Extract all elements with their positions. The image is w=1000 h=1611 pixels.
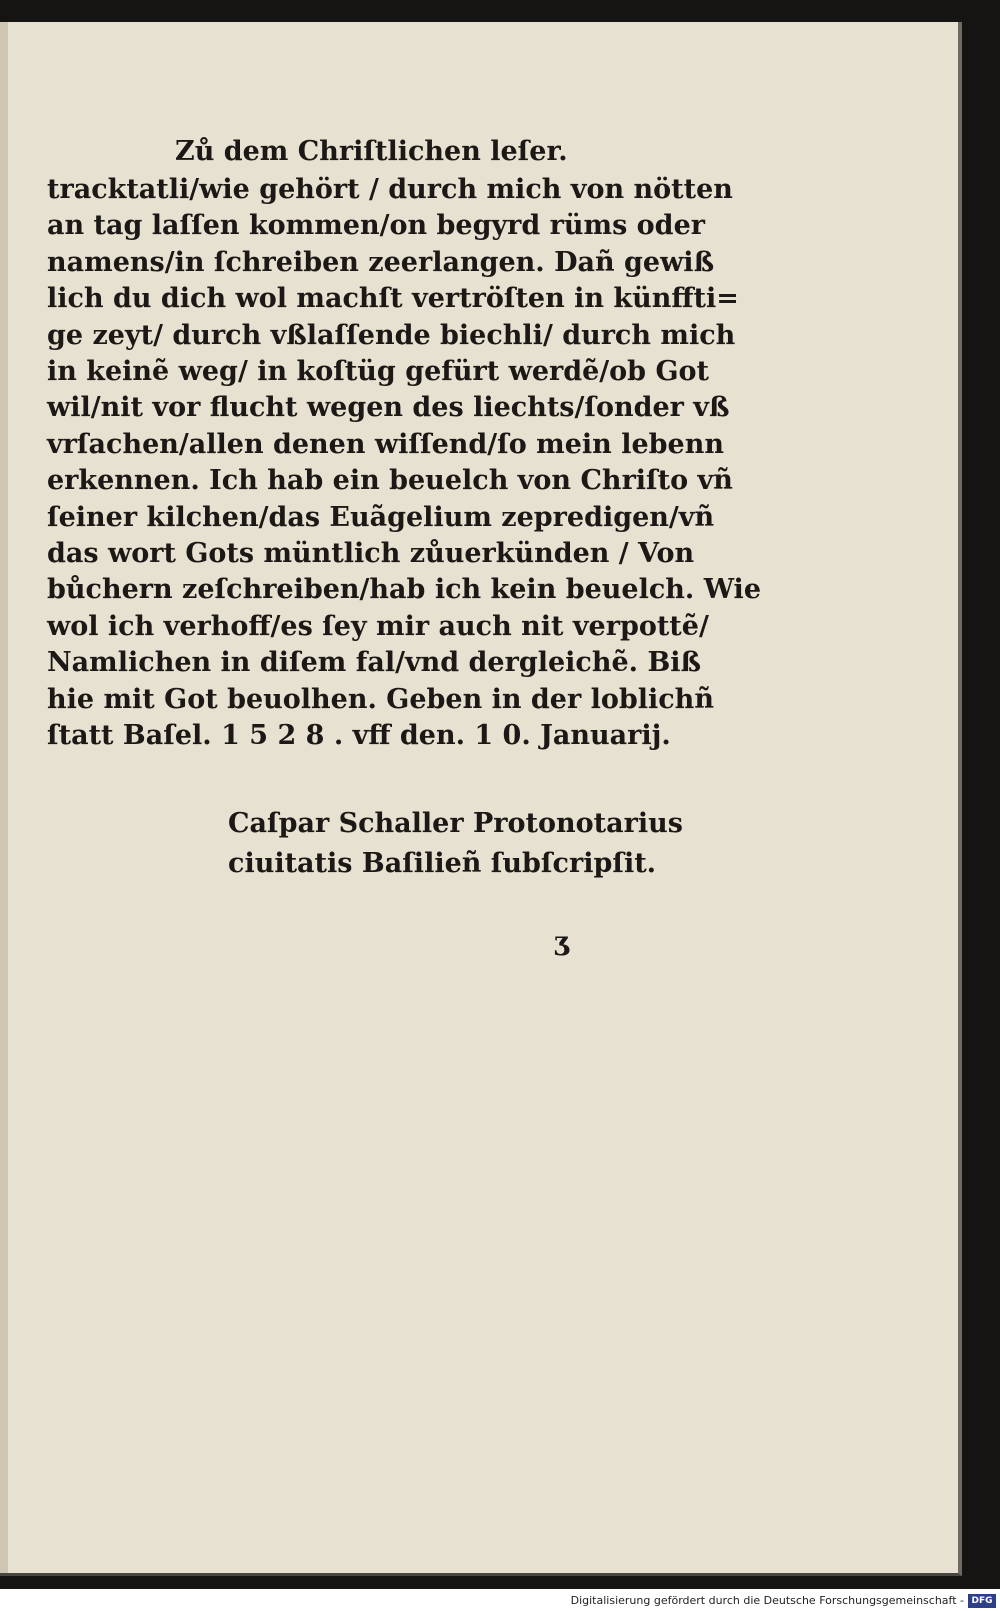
text-line-12: bůchern zeſchreiben/hab ich kein beuelch. Wie <box>47 574 761 606</box>
running-head: Zů dem Chriſtlichen leſer. <box>175 136 568 167</box>
text-line-9: erkennen. Ich hab ein beuelch von Chriſto vñ <box>47 465 733 497</box>
text-line-14: Namlichen in diſem fal/vnd dergleichẽ. Biß <box>47 647 702 679</box>
text-line-15: hie mit Got beuolhen. Geben in der loblichñ <box>47 683 714 715</box>
footer-credit: Digitalisierung gefördert durch die Deutsche Forschungsgemeinschaft - <box>570 1594 964 1607</box>
text-line-1: tracktatli/wie gehört / durch mich von nötten <box>47 174 733 205</box>
text-line-3: namens/in ſchreiben zeerlangen. Dañ gewiß <box>47 246 715 278</box>
text-line-5: ge zeyt/ durch vßlaſſende biechli/ durch mich <box>47 319 736 351</box>
signature-block <box>228 804 683 884</box>
page-sheet <box>0 22 962 1576</box>
catchword: ʒ <box>554 927 569 957</box>
page-edge <box>0 22 8 1573</box>
signature-line-2: ciuitatis Baſilieñ ſubſcripſit. <box>228 848 657 879</box>
text-line-2: an tag laſſen kommen/on begyrd rüms oder <box>47 210 705 242</box>
main-text-block <box>47 134 761 755</box>
text-line-8: vrſachen/allen denen wiſſend/ſo mein lebenn <box>47 428 724 460</box>
signature-line-1: Caſpar Schaller Protonotarius <box>228 808 683 839</box>
text-line-11: das wort Gots müntlich zůuerkünden / Von <box>47 538 695 570</box>
text-line-10: ſeiner kilchen/das Euãgelium zepredigen/vñ <box>47 501 715 533</box>
text-line-7: wil/nit vor flucht wegen des liechts/ſonder vß <box>47 392 730 424</box>
dfg-logo-icon: DFG <box>968 1594 996 1608</box>
text-line-13: wol ich verhoff/es ſey mir auch nit verpottẽ/ <box>47 610 709 642</box>
text-line-16: ſtatt Baſel. 1 5 2 8 . vff den. 1 0. Januarij. <box>47 720 671 752</box>
text-line-4: lich du dich wol machſt vertröſten in künffti= <box>47 283 739 315</box>
footer-strip <box>0 1589 1000 1611</box>
text-line-6: in keinẽ weg/ in koſtüg gefürt werdẽ/ob Got <box>47 356 709 388</box>
